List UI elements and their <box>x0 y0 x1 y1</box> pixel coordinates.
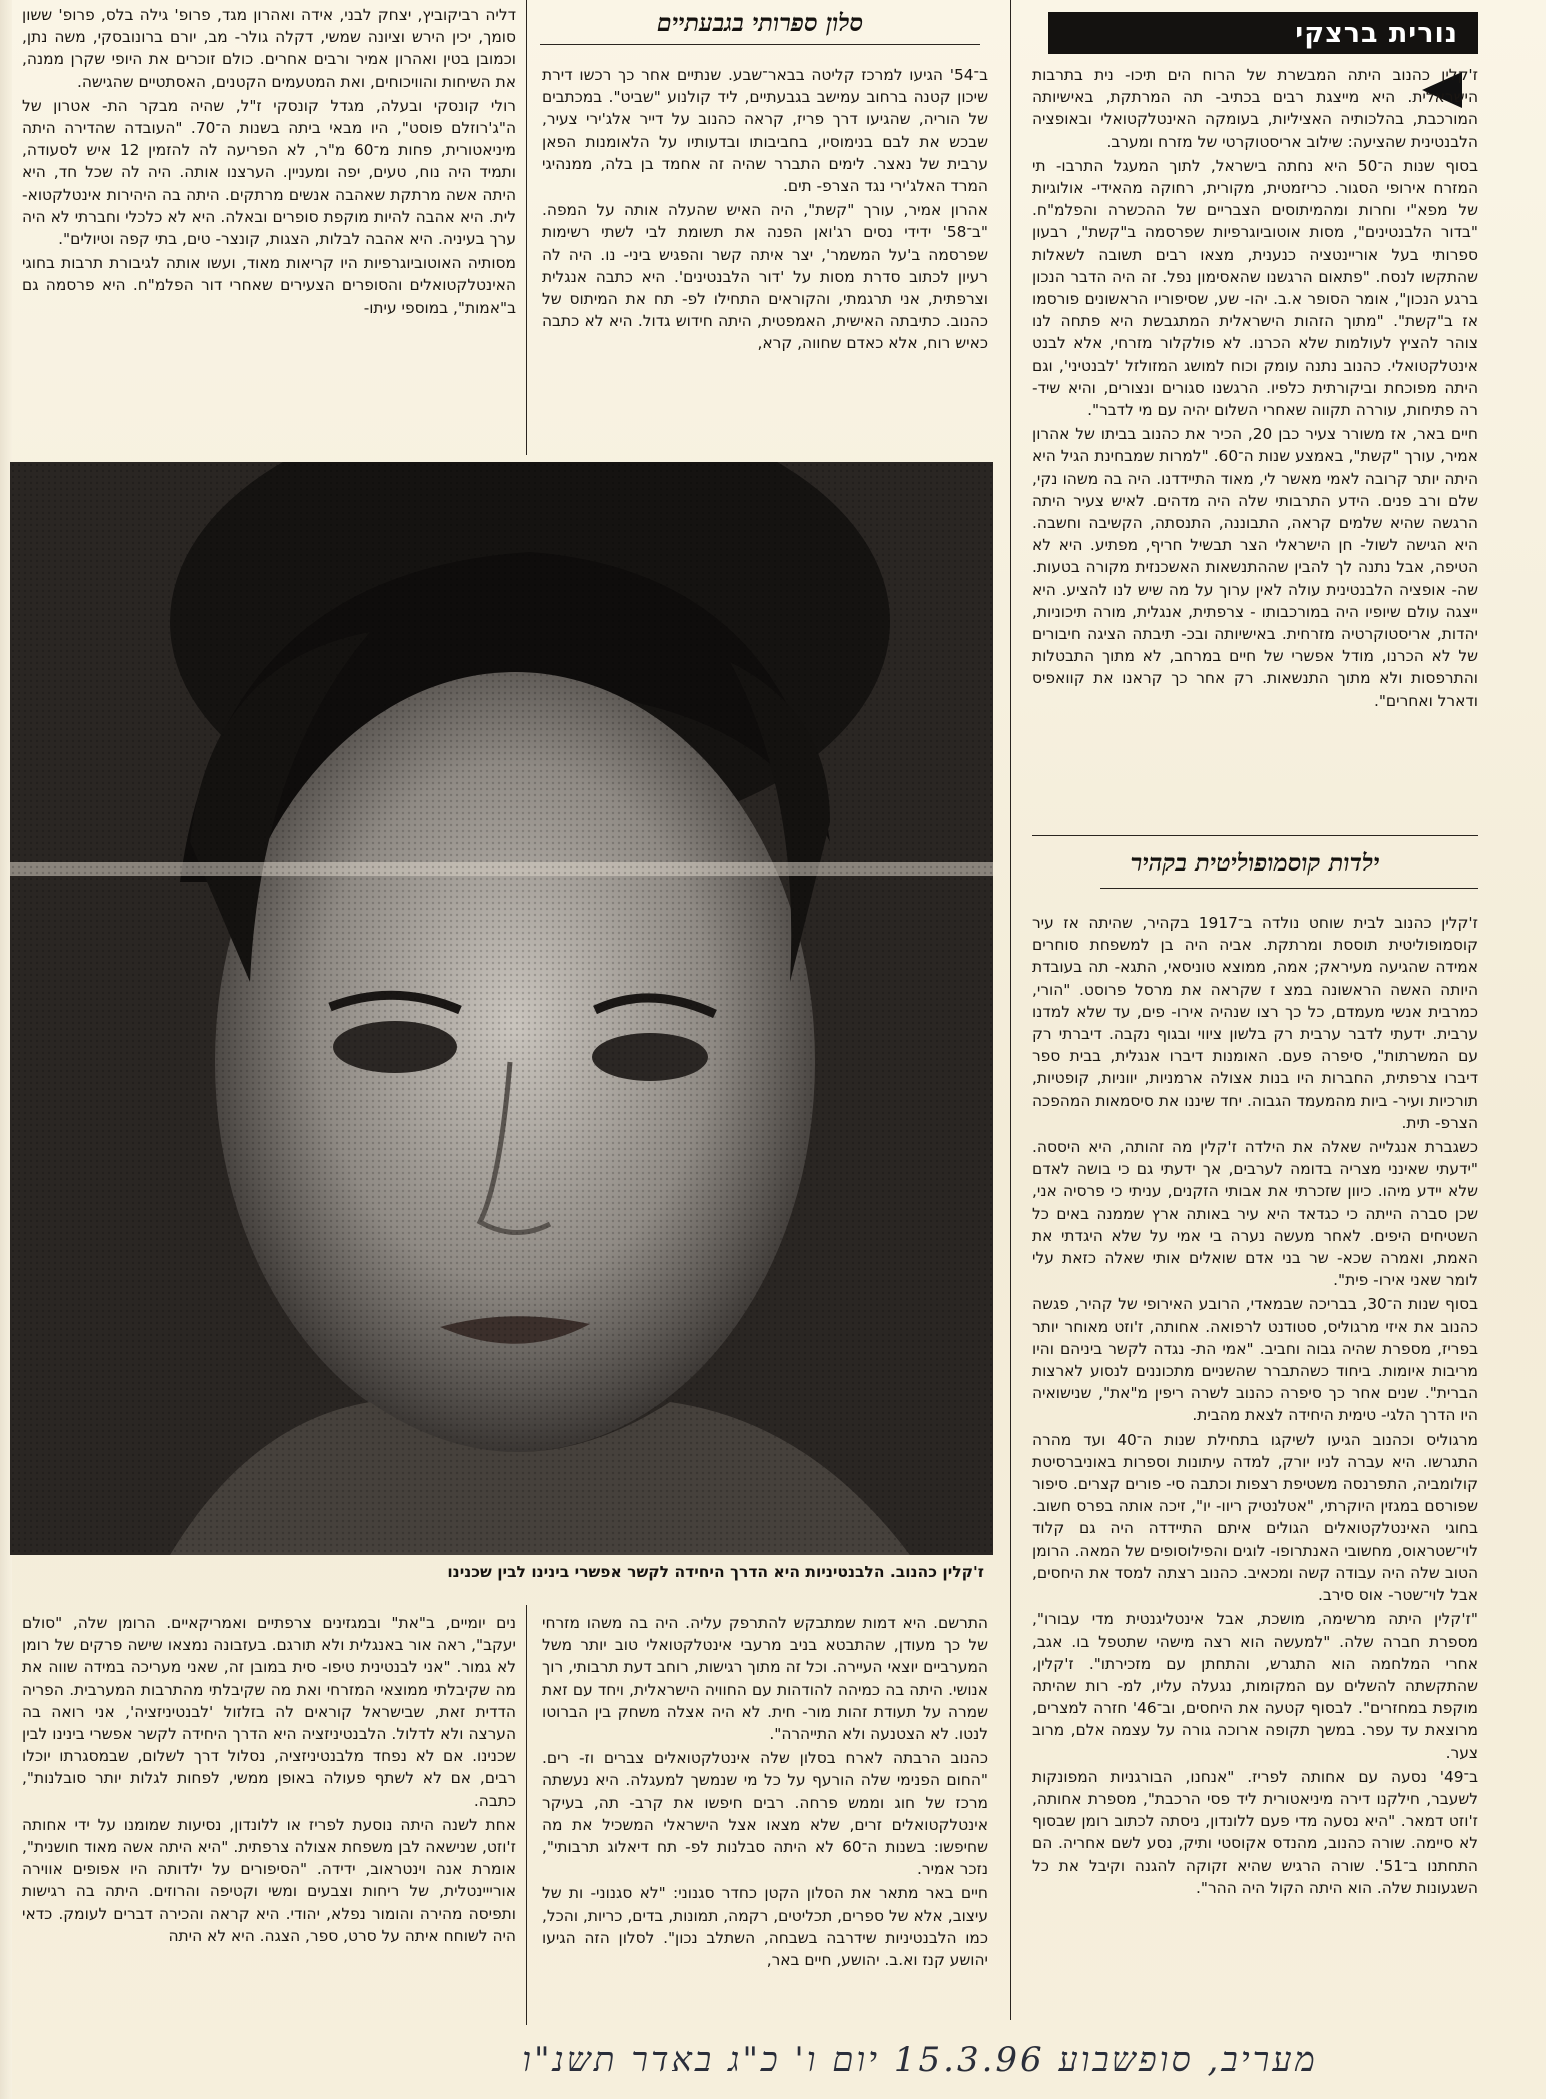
article-paragraph: מרגוליס וכהנוב הגיעו לשיקגו בתחילת שנות ה־40 ועד מהרה התגרשו. היא עברה לניו יורק, למדה עיתונות וספרות באוניברסיטת קולומביה, התפרנסה משטיפת רצפות וכתבה סי- פורים קצרים. סיפור שפורסם במגזין היוקרתי, "אטלנטיק ריוו- יו", זיכה אותה בפרס חשוב. בחוגי האינטלקטואלים הגולים איתם התיידדה היה גם קלוד לוי־שטראוס, מחשובי האנתרופו- לוגים והפילוסופים של המאה. הרומן הטוב שלה היה עבודה קשה ומכאיב. כהנוב רצתה למסד את היחסים, אבל לוי־שטר- אוס סירב. <box>1032 1430 1478 1605</box>
article-paragraph: נים יומיים, ב"את" ובמגזינים צרפתיים ואמריקאיים. הרומן שלה, "סולם יעקב", ראה אור באנגלית ולא תורגם. בעזבונה נמצאו שישה פרקים של רומן לא גמור. "אני לבנטינית טיפו- סית במובן זה, שאני מעריכה במידה שווה את מה שקיבלתי ממוצאי המזרחי ואת מה שקיבלתי מהתרבות המערבית. הפריה הדדית זאת, שבישראל קוראים לה בזלזול 'לבנטיניזציה', אני רואה בה הערצה ולא לדלול. הלבנטיניזציה היא הדרך היחידה לקשר אפשרי בינינו לבין שכנינו. אם לא נפחד מלבנטיניזציה, נסלול דרך לשלום, שבמסגרתו יוכלו רבים, אם לא לשתף פעולה באופן ממשי, לפחות לגלות יותר סובלנות", כתבה. <box>22 1614 516 1810</box>
article-paragraph: רולי קונסקי ובעלה, מגדל קונסקי ז"ל, שהיה מבקר הת- אטרון של ה"ג'רוזלם פוסט", היו מבאי ביתה בשנות ה־70. "העובדה שהדירה היתה מיניאטורית, פחות מ־60 מ"ר, לא הפריעה לה להזמין 12 איש לסעודה, ותמיד היה נוח, טעים, יפה ומעניין. הערצנו אותה. היה לה שכל חד, היא היתה אשה מרתקת שאהבה אנשים מרתקים. היתה בה היהירות אינטלקטוא- לית. היא אהבה להיות מוקפת סופרים ובאלה. היא לא כלכלי וחברתי לא היה ערך בעיניה. היא אהבה לבלות, הצגות, קונצר- טים, בתי קפה וטיולים". <box>22 96 516 249</box>
section-rule <box>1032 835 1478 836</box>
author-name: נורית ברצקי <box>1295 17 1458 49</box>
article-paragraph: ב־49' נסעה עם אחותה לפריז. "אנחנו, הבורגניות המפונקות לשעבר, חילקנו דירה מיניאטורית ליד פסי הרכבת", מספרת אחותה, ז'וזט דמאר. "היא נסעה מדי פעם ללונדון, ניסתה לכתוב רומן שבסוף לא סיימה. שורה כהנוב, מהנדס אקוסטי ותיק, נסע לשם אחריה. הם התחתנו ב־51'. שורה הרגיש שהיא זקוקה להגנה וקיבל את כל השגעונות שלה. הוא היתה הקול היה ההר". <box>1032 1767 1478 1897</box>
article-column-middle-bottom <box>542 1612 988 2024</box>
article-paragraph: אחת לשנה היתה נוסעת לפריז או ללונדון, נסיעות שמומנו על ידי אחותה ז'וזט, שנישאה לבן משפחת אצולה צרפתית. "היא היתה אשה מאוד חושנית", אומרת אנה וינטראוב, ידידה. "הסיפורים על ילדותה היו אפופים אווירה אורייינטלית, של ריחות וצבעים ומשי וקטיפה והרוזים. היתה בה רגישות ותפיסה מהירה והומור נפלא, יהודי. היא קראה והכירה דברים לעומק. כדאי היה לשוחח איתה על סרט, ספר, הצגה. היא לא היתה <box>22 1815 516 1945</box>
article-paragraph: חיים באר, אז משורר צעיר כבן 20, הכיר את כהנוב בביתו של אהרון אמיר, עורך "קשת", באמצע שנות ה־60. "למרות שמבחינת הגיל היא היתה יותר קרובה לאמי מאשר לי, מאוד התיידדנו. היה בה משהו נקי, שלם ורב פנים. הידע התרבותי שלה היה מדהים. לאיש צעיר היתה הרגשה שהיא שלמים קראה, התבוננה, התנסתה, הקשיבה וחשבה. היא הגישה לשול- חן הישראלי הצר תבשיל חריף, מפתיע. היא לא הטיפה, אבל נתנה לך להבין שההתנשאות האשכנזית מקורה בטעות. שה- אופציה הלבנטינית עולה לאין ערוך על מה שיש לנו להציע. היא ייצגה עולם שיופיו היה במורכבותו - צרפתית, אנגלית, מורה תיכוניות, יהדות, אריסטוקרטיה מזרחית. באישיותה ובכ- תיבתה הציגה חיבורים של לא הכרנו, מודל אפשרי של חיים במרחב, לא מתוך התבטלות והתרפסות ולא מתוך התנשאות. רק אחר כך קראנו את קוואפיס ודארל ואחרים". <box>1032 425 1478 710</box>
article-paragraph: ז'קלין כהנוב היתה המבשרת של הרוח הים תיכו- נית בתרבות הישראלית. היא מייצגת רבים בכתיב- תה המרתקת, באישיותה המורכבת, בהלכותיה האציליות, בעומקה האינטלקטואלי ובאופציה הלבנטינית שהציעה: שילוב אריסטוקרטי של מזרח ומערב. <box>1032 66 1478 151</box>
article-paragraph: בסוף שנות ה־50 היא נחתה בישראל, לתוך המעגל התרבו- תי המזרח אירופי הסגור. כריזמטית, מקורית, רחוקה מהאידי- אולוגיות של מפא"י וחרות ומהמיתוסים הצבריים של ההכשרה והפלמ"ח. "בדור הלבנטינים", מסות אוטוביוגרפיות שפרסמה ב"קשת", רבעון ספרותי בעל אוריינטציה כנענית, מצאו רבים תשובה לשאלות שהתקשו לנסח. "פתאום הרגשנו שהאסימון נפל. זה היה הדבר הנכון ברגע הנכון", אומר הסופר א.ב. יהו- שע, שסיפוריו הראשונים פורסמו אז ב"קשת". "מתוך הזהות הישראלית המתגבשת היא פתחה לנו צוהר להציץ לעולמות שלא הכרנו. לא פולקלור מזרחי, אלא לבנט אינטלקטואלי. כהנוב נתנה עומק וכוח למושג המזולזל 'לבנטיני', וגם היתה מפוכחת וביקורתית כלפיו. הרגשנו סגורים ונצורים, והיא שיד- רה פתיחות, עוררה תקווה שאחרי השלום יהיה עם מי לדבר". <box>1032 156 1478 420</box>
article-paragraph: כהנוב הרבתה לארח בסלון שלה אינטלקטואלים צברים וז- רים. "החום הפנימי שלה הורעף על כל מי שנמשך למעגלה. היא נעשתה מרכז של חוג וממש פרחה. רבים חיפשו את קרב- תה, בעיקר אינטלקטואלים זרים, שלא מצאו אצל הישראלי המשכיל את מה שחיפשו: בשנות ה־60 לא היתה סבלנות לפ- תח דיאלוג תרבותי", נזכר אמיר. <box>542 1749 988 1879</box>
column-divider <box>526 1605 527 2025</box>
photo-caption-text: ז'קלין כהנוב. הלבנטיניות היא הדרך היחידה לקשר אפשרי בינינו לבין שכנינו <box>447 1563 984 1581</box>
portrait-photo <box>10 462 993 1555</box>
article-column-left-bottom <box>22 1612 516 2024</box>
article-paragraph: בסוף שנות ה־30, בבריכה שבמאדי, הרובע האירופי של קהיר, פגשה כהנוב את איזי מרגוליס, סטודנט לרפואה. אחותה, ז'וזט מאוחר יותר בפריז, מספרת שהיה גבוה וחביב. "אמי הת- נגדה לקשר ביניהם והיו מריבות איומות. ביחוד כשהתברר שהשניים מתכוננים לנסוע לארצות הברית". שנים אחר כך סיפרה כהנוב לשרה ריפין מ"את", שנישואיה היו הדרך הלגי- טימית היחידה לצאת מהבית. <box>1032 1295 1478 1425</box>
article-paragraph: "ז'קלין היתה מרשימה, מושכת, אבל אינטליגנטית מדי עבורו", מספרת חברה שלה. "למעשה הוא רצה מישהי שתטפל בו. אגב, אחרי המלחמה הוא התגרש, והתחתן עם מזכירתו". ז'קלין, שהתקשתה להשלים עם המקומות, נגעלה עליו, למ- רות שהיתה מוקפת במחזרים". לבסוף קטעה את היחסים, וב־46' חזרה למצרים, מרוצאת עד עפר. במשך תקופה ארוכה גורה על עצמה אלם, מרוב צער. <box>1032 1610 1478 1762</box>
section-title-childhood-text: ילדות קוסמופוליטית בקהיר <box>1130 848 1380 877</box>
portrait-illustration <box>10 462 993 1555</box>
article-paragraph: מסותיה האוטוביוגרפיות היו קריאות מאוד, ועשו אותה לגיבורת תרבות בחוגי האינטלקטואלים והסופרים הצעירים שאחרי דור הפלמ"ח. היא פרסמה גם ב"אמות", במוספי עיתו- <box>22 254 516 317</box>
article-column-right-top <box>1032 64 1478 829</box>
handwritten-date-note <box>320 2040 1520 2080</box>
section-title-salon <box>530 8 990 38</box>
column-divider <box>526 0 527 455</box>
article-paragraph: ז'קלין כהנוב לבית שוחט נולדה ב־1917 בקהיר, שהיתה אז עיר קוסמופוליטית תוססת ומרתקת. אביה היה בן למשפחת סוחרים אמידה שהגיעה מעיראק; אמה, ממוצא טוניסאי, התגא- תה בעובדת היותה האשה הראשונה במצ ז שקראה את מרסל פרוסט. "הורי, כמרבית אנשי מעמדם, כל כך רצו שנהיה אירו- פים, עד שלא למדנו ערבית. ידעתי לדבר ערבית רק בלשון ציווי ובגוף נקבה. דיברתי רק עם המשרתות", סיפרה פעם. האומנות דיברו אנגלית, בבית ספר דיברו צרפתית, החברות היו בנות אצולה ארמניות, יווניות, קופטיות, תורכיות ועיר- ביות מהמעמד הגבוה. יחד שיננו את סיסמאות המהפכה הצרפ- תית. <box>1032 914 1478 1132</box>
article-column-left-top <box>22 4 516 454</box>
section-title-childhood <box>1032 848 1478 878</box>
article-paragraph: התרשם. היא דמות שמתבקש להתרפק עליה. היה בה משהו מזרחי של כך מעודן, שהתבטא בניב מרעבי אינטלקטואלי טוב יותר משל המערביים יוצאי העיירה. וכל זה מתוך רגישות, רוחב דעת תרבותי, רוך אנושי. היתה בה כמיהה להודהות עם החוויה הישראלית, ויחד עם זאת שמרה על תעודת זהות מור- חית. לא היה אצלה משחק בין הברוטו לנטו. לא הצטנעה ולא התייהרה". <box>542 1614 988 1744</box>
article-paragraph: דליה רביקוביץ, יצחק לבני, אידה ואהרון מגד, פרופ' גילה בלס, פרופ' ששון סומך, יכין הירש וציונה שמשי, דקלה גולר- מב, יורם ברונובסקי, משה נתן, וכמובן בטין ואהרון אמיר ורבים אחרים. כולם זוכרים את היופי שקרן ממנה, את השיחות והוויכוחים, ואת המטעמים הקטנים, האסתטיים שהגישה. <box>22 6 516 91</box>
title-underline <box>540 44 980 45</box>
article-paragraph: כשגברת אנגלייה שאלה את הילדה ז'קלין מה זהותה, היא היססה. "ידעתי שאינני מצריה בדומה לערבים, אך ידעתי גם כי בושה לאדם שלא יידע מיהו. כיוון שזכרתי את אבותי הזקנים, עניתי כי פרסיה אני, שכן סברה הייתה כי כגדאד היא עיר באותה ארץ שממנה באים כל השטיחים היפים. לאחר מעשה נערה בי אמי על שלא היגדתי את האמת, ואמרה שכא- שר בני אדם שואלים אותי שאלה כזאת עלי לומר שאני אירו- פית". <box>1032 1138 1478 1290</box>
column-divider <box>1010 0 1011 2020</box>
photo-caption <box>14 1563 984 1581</box>
article-paragraph: אהרון אמיר, עורך "קשת", היה האיש שהעלה אותה על המפה. "ב־58' ידידי נסים רג'ואן הפנה את תשומת לבי לשתי רשימות שפרסמה ב'על המשמר', יצר איתה קשר והפגיש ביני- נו. היה לה רעיון לכתוב סדרת מסות על 'דור הלבנטינים'. היא כתבה אנגלית וצרפתית, אני תרגמתי, והקוראים התחילו לפ- תח את המיתוס של כהנוב. כתיבתה האישית, האמפטית, היתה חידוש גדול. היא לא כתבה כאיש רוח, אלא כאדם שחווה, קרא, <box>542 201 988 353</box>
article-column-middle-top <box>542 64 988 454</box>
section-title-salon-text: סלון ספרותי בגבעתיים <box>656 8 864 37</box>
author-box <box>1048 12 1478 54</box>
handwritten-date-note-text: מעריב, סופשבוע 15.3.96 יום ו' כ"ג באדר תשנ"ו <box>522 2040 1318 2080</box>
article-paragraph: חיים באר מתאר את הסלון הקטן כחדר סגנוני: "לא סגנוני- ות של עיצוב, אלא של ספרים, תכליטים, רקמה, תמונות, בדים, כריות, והכל, כמו הלבנטיניות שידרבה בשבחה, השתלב נכון". לסלון הזה הגיעו יהושע קנז וא.ב. יהושע, חיים באר, <box>542 1884 988 1970</box>
article-column-right-bottom <box>1032 912 1478 2028</box>
article-paragraph: ב־54' הגיעו למרכז קליטה בבאר־שבע. שנתיים אחר כך רכשו דירת שיכון קטנה ברחוב עמישב בגבעתיים, ליד קולנוע "שביט". במכתבים של הוריה, שהגיעו דרך פריז, קראה כהנוב על דייר אלג'ירי צעיר, שבכש את לבם בנימוסיו, בחביבותו ובדעותיו על הלאומנות הפאן ערבית של נאצר. לימים התברר שהיה זה אחמד בן בלה, ממנהיגי המרד האלג'ירי נגד הצרפ- תים. <box>542 66 988 196</box>
title-underline <box>1100 888 1478 889</box>
